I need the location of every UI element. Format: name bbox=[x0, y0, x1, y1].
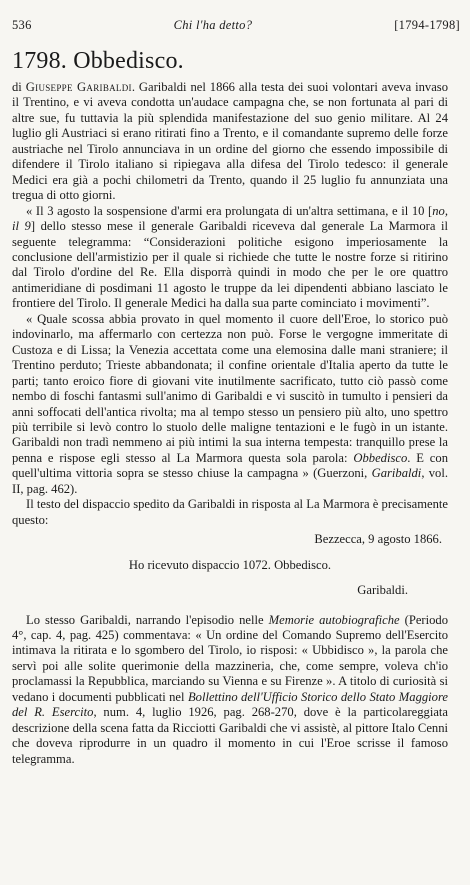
paragraph-dispatch-intro bbox=[12, 497, 448, 528]
quote-text-c: , vol. II, pag. 462). bbox=[12, 466, 448, 496]
running-title: Chi l'ha detto? bbox=[173, 18, 253, 32]
author-name: Giuseppe Garibaldi bbox=[25, 80, 132, 94]
quote-text-b: . E con quell'ultima vittoria sopra se stesso chiuse la campagna » (Guerzoni, bbox=[12, 450, 448, 481]
bollettino-title: Bollettino dell'Ufficio Storico dello Stato Maggiore del R. Esercito bbox=[12, 689, 448, 720]
armistice-correction: no, il 9 bbox=[12, 203, 448, 234]
section-range: [1794-1798] bbox=[394, 18, 460, 32]
intro-text: . Garibaldi nel 1866 alla testa dei suoi volontari aveva invaso il Trentino, e vi aveva condotta un'audace campagna che, se non fortunata al pari di altre sue, fu tuttavia la più splendida manifestazione del suo genio militare. Al 24 luglio gli Austriaci si erano ritirati fino a Trento, e il comandante supremo delle forze austriache nel Tirolo annunciava in un ordine del giorno che essendo impossibile di difendere il Tirolo italiano si ripiegava alla difesa del Tirolo tedesco: il generale Medici era già a pochi chilometri da Trento, quando il 25 luglio fu annunziata una tregua di otto giorni. bbox=[12, 80, 448, 203]
page-number: 536 bbox=[12, 18, 32, 32]
running-head bbox=[12, 18, 460, 33]
quote-text-a: « Quale scossa abbia provato in quel momento il cuore dell'Eroe, lo storico può indovinarlo, ma affermarlo con certezza non può. Forse le vergogne immeritate di Custoza e di Lissa; la Venezia accettata come una elemosina dalle mani straniere; il Trentino perduto; Trieste abbandonata; il confine orientale d'Italia aperto da tutte le parti; tanto eroico fiore di giovani vite inutilmente sacrificato, tutto ciò passò come nembo di foschi fantasmi sull'animo di Garibaldi e vi suscitò in tumulto i pensieri da anni soffocati dell'antica rivolta; ma al tempo stesso un pensiero più alto, uno spettro più terribile si levò contro lo stuolo delle maligne tentazioni e le fugò in un istante. Garibaldi non tradì nemmeno ai più intimi la sua interna tempesta: tranquillo prese la penna e rispose egli stesso al La Marmora questa sola parola: bbox=[12, 311, 448, 465]
telegram-place-date: Bezzecca, 9 agosto 1866. bbox=[314, 532, 442, 547]
memorie-title: Memorie autobiografiche bbox=[268, 612, 400, 627]
memorie-text-a: Lo stesso Garibaldi, narrando l'episodio nelle bbox=[26, 612, 269, 627]
dispatch-intro-text: Il testo del dispaccio spedito da Garibaldi in risposta al La Marmora è precisamente questo: bbox=[12, 497, 448, 527]
telegram-message: Ho ricevuto dispaccio 1072. Obbedisco. bbox=[128, 557, 332, 572]
quote-book: Garibaldi bbox=[371, 466, 422, 481]
paragraph-armistice bbox=[12, 204, 448, 312]
telegram bbox=[12, 532, 448, 598]
paragraph-quote bbox=[12, 312, 448, 497]
armistice-text-b: ] dello stesso mese il generale Garibaldi riceveva dal generale La Marmora il seguente telegramma: “Considerazioni politiche esigono imperiosamente la conclusione dell'armistizio per il quale si richiede che tutte le nostre forze si ritirino dal Tirolo d'ordine del Re. Ella disporrà quindi in modo che per le ore quattro antimeridiane di posdimani 11 agosto le truppe da lei dipendenti abbiano lasciato le frontiere del Tirolo. Il generale Medici ha dalla sua parte cominciato i movimenti”. bbox=[12, 219, 448, 311]
entry-title: 1798. Obbedisco. bbox=[12, 48, 184, 74]
memorie-text-b: (Periodo 4°, cap. 4, pag. 425) commentava: « Un ordine del Comando Supremo dell'Esercito intimava la ritirata e lo sgombero del Tirolo, io risposi: « Ubbidisco », la parola che servì poi alle solite querimonie della mazzineria, che, come sempre, voleva ch'io proclamassi la Repubblica, marciando su Vienna e su Firenze ». A titolo di curiosità si vedano i documenti pubblicati nel bbox=[12, 612, 448, 704]
quote-word: Obbedisco bbox=[353, 450, 408, 465]
paragraph-memorie bbox=[12, 613, 448, 768]
intro-lead: di bbox=[12, 80, 26, 94]
paragraph-intro bbox=[12, 80, 448, 204]
telegram-signature: Garibaldi. bbox=[357, 583, 408, 598]
armistice-text-a: « Il 3 agosto la sospensione d'armi era prolungata di un'altra settimana, e il 10 [ bbox=[26, 203, 433, 218]
memorie-text-c: , num. 4, luglio 1926, pag. 268-270, dove è la particolareggiata descrizione della scena fatta da Ricciotti Garibaldi che vi assistè, al pittore Italo Cenni che doveva riprodurre in un quadro il momento in cui l'Eroe scrisse il famoso telegramma. bbox=[12, 705, 449, 766]
entry-body bbox=[12, 80, 448, 767]
